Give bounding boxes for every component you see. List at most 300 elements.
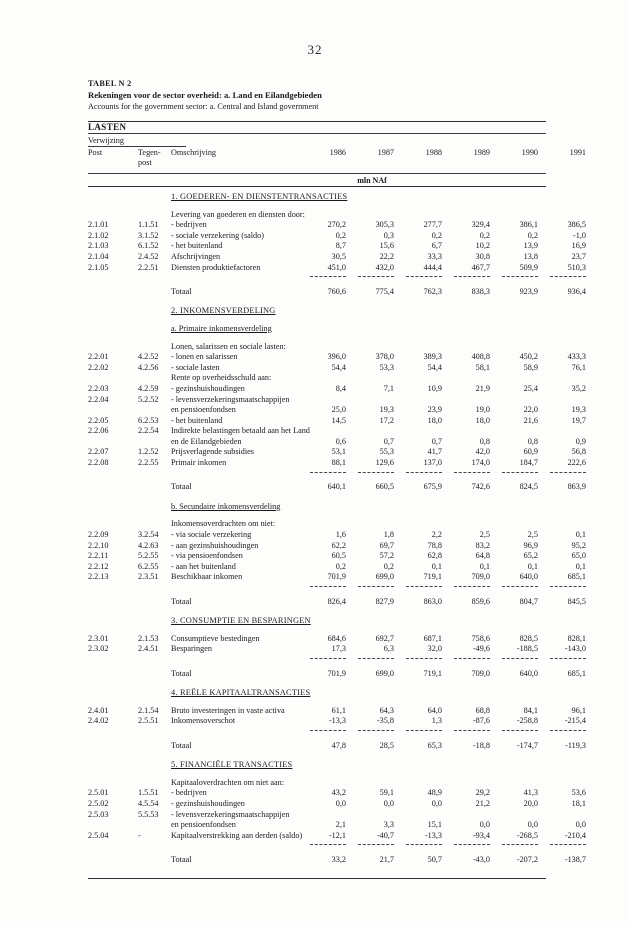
cell-tegenpost: 2.2.55 (138, 458, 159, 468)
separator-dash (354, 844, 394, 855)
separator-pad (88, 472, 306, 483)
cell-gap (442, 799, 450, 810)
cell-gap (346, 447, 354, 458)
cell-gap (538, 831, 546, 842)
cell-gap (490, 760, 498, 771)
cell-value-1986 (306, 519, 346, 530)
cell-gap (490, 395, 498, 406)
cell-gap (442, 252, 450, 263)
cell-value-1987 (354, 760, 394, 771)
cell-value-1986: 14,5 (331, 415, 346, 425)
section-heading (171, 192, 348, 203)
cell-post: 2.2.04 (88, 394, 109, 404)
cell-gap (538, 210, 546, 221)
total-label: Totaal (171, 596, 192, 606)
separator-dash (402, 586, 442, 597)
cell-value-1988 (402, 342, 442, 353)
cell-value-1987: 28,5 (379, 740, 394, 750)
spacer-row (88, 335, 586, 342)
cell-gap (394, 658, 402, 669)
cell-post: 2.1.04 (88, 251, 109, 261)
cell-gap (538, 597, 546, 608)
cell-tegenpost (138, 324, 171, 335)
cell-value-1986: 0,6 (335, 436, 346, 446)
cell-value-1990 (498, 342, 538, 353)
cell-gap (394, 597, 402, 608)
cell-value-1986: 640,1 (327, 482, 346, 492)
cell-gap (538, 541, 546, 552)
cell-gap (490, 352, 498, 363)
cell-description: - het buitenland (171, 241, 223, 251)
cell-value-1988 (402, 395, 442, 406)
cell-post (88, 373, 138, 384)
cell-value-1986: 17,3 (331, 644, 346, 654)
total-label (171, 597, 306, 608)
cell-gap (394, 519, 402, 530)
separator-dash (402, 472, 442, 483)
cell-gap (538, 287, 546, 298)
cell-value-1989: 83,2 (475, 540, 490, 550)
cell-description: - bedrijven (171, 220, 207, 230)
cell-gap (394, 241, 402, 252)
cell-value-1991: 936,4 (567, 286, 586, 296)
cell-gap (394, 760, 402, 771)
cell-description: Diensten produktiefactoren (171, 262, 261, 272)
cell-description: en de Eilandgebieden (171, 436, 242, 446)
cell-value-1990: 22,0 (523, 405, 538, 415)
cell-value-1990 (498, 373, 538, 384)
total-separator-row (88, 844, 586, 855)
column-header-description: Omschrijving (171, 148, 217, 157)
cell-gap (538, 644, 546, 655)
cell-value-1989 (450, 210, 490, 221)
cell-gap (442, 658, 450, 669)
cell-gap (442, 572, 450, 583)
cell-tegenpost (138, 778, 171, 789)
cell-gap (490, 716, 498, 727)
cell-gap (538, 706, 546, 717)
cell-gap (394, 447, 402, 458)
cell-tegenpost (138, 210, 171, 221)
cell-value-1988: 32,0 (427, 644, 442, 654)
cell-gap (490, 778, 498, 789)
cell-value-1989: 709,0 (471, 668, 490, 678)
cell-value-1989: 0,0 (479, 820, 490, 830)
data-row (88, 447, 586, 458)
cell-gap (346, 831, 354, 842)
cell-value-1989: -43,0 (472, 854, 490, 864)
cell-tegenpost: 4.2.52 (138, 352, 159, 362)
cell-value-1989 (450, 192, 490, 203)
cell-post: 2.2.03 (88, 383, 109, 393)
spacer-row (88, 627, 586, 634)
cell-post: 2.4.01 (88, 705, 109, 715)
total-label: Totaal (171, 668, 192, 678)
section-heading-row (88, 688, 586, 699)
cell-post: 2.2.07 (88, 447, 109, 457)
cell-gap (346, 458, 354, 469)
cell-gap (346, 210, 354, 221)
cell-post (88, 741, 138, 752)
cell-value-1990: -188,5 (516, 644, 538, 654)
cell-value-1989: 467,7 (471, 262, 490, 272)
cell-tegenpost (138, 597, 171, 608)
cell-value-1987: 0,3 (383, 230, 394, 240)
cell-gap (394, 231, 402, 242)
cell-description: Prijsverlagende subsidies (171, 447, 254, 457)
cell-gap (346, 810, 354, 821)
cell-gap (490, 741, 498, 752)
cell-value-1990: 21,6 (523, 415, 538, 425)
spacer-row (88, 679, 586, 688)
cell-gap (538, 799, 546, 810)
spacer-row (88, 203, 586, 210)
cell-value-1988: 0,0 (431, 798, 442, 808)
cell-gap (394, 287, 402, 298)
cell-tegenpost: 4.2.59 (138, 383, 159, 393)
cell-value-1990: 96,9 (523, 540, 538, 550)
cell-gap (442, 437, 450, 448)
cell-gap (394, 502, 402, 513)
cell-gap (442, 263, 450, 274)
cell-value-1986 (306, 306, 346, 317)
total-row (88, 855, 586, 866)
cell-tegenpost: 2.1.53 (138, 633, 159, 643)
cell-gap (538, 855, 546, 866)
cell-gap (490, 562, 498, 573)
cell-post: 2.4.02 (88, 716, 109, 726)
cell-gap (490, 416, 498, 427)
cell-tegenpost (138, 688, 171, 699)
cell-value-1991: 0,1 (575, 530, 586, 540)
data-row (88, 562, 586, 573)
cell-post (88, 342, 138, 353)
cell-gap (346, 416, 354, 427)
cell-gap (346, 530, 354, 541)
cell-value-1987: -35,8 (376, 716, 394, 726)
cell-description: Consumptieve bestedingen (171, 633, 260, 643)
cell-value-1989 (450, 810, 490, 821)
cell-gap (538, 482, 546, 493)
cell-description: Beschikbaar inkomen (171, 572, 243, 582)
section-intro: Kapitaaloverdrachten om niet aan: (171, 777, 284, 787)
cell-post: 2.2.08 (88, 458, 109, 468)
cell-value-1988: 687,1 (423, 633, 442, 643)
cell-gap (538, 551, 546, 562)
cell-value-1988: 389,3 (423, 352, 442, 362)
cell-gap (490, 530, 498, 541)
cell-gap (442, 352, 450, 363)
cell-value-1990 (498, 192, 538, 203)
cell-value-1990: 386,1 (519, 220, 538, 230)
cell-gap (346, 788, 354, 799)
cell-gap (394, 252, 402, 263)
cell-gap (346, 820, 354, 831)
cell-gap (442, 730, 450, 741)
cell-value-1991: 0,0 (575, 820, 586, 830)
cell-gap (346, 405, 354, 416)
cell-value-1986: 53,1 (331, 447, 346, 457)
cell-gap (394, 458, 402, 469)
data-row (88, 458, 586, 469)
separator-dash (546, 276, 586, 287)
cell-gap (490, 810, 498, 821)
cell-gap (490, 482, 498, 493)
cell-value-1990: 60,9 (523, 447, 538, 457)
total-label: Totaal (171, 482, 192, 492)
data-row (88, 530, 586, 541)
cell-gap (490, 616, 498, 627)
cell-value-1991 (546, 373, 586, 384)
cell-tegenpost (138, 287, 171, 298)
cell-post (88, 597, 138, 608)
cell-value-1988 (402, 688, 442, 699)
cell-description: Primair inkomen (171, 458, 227, 468)
cell-post (88, 688, 138, 699)
cell-value-1991 (546, 210, 586, 221)
cell-value-1991: 96,1 (571, 705, 586, 715)
cell-value-1989: 758,6 (471, 633, 490, 643)
cell-gap (346, 716, 354, 727)
section-intro: Inkomensoverdrachten om niet: (171, 519, 276, 529)
cell-value-1988 (402, 502, 442, 513)
cell-gap (490, 241, 498, 252)
cell-tegenpost (138, 192, 171, 203)
section-intro: Levering van goederen en diensten door: (171, 209, 305, 219)
cell-value-1989 (450, 324, 490, 335)
cell-tegenpost: 6.1.52 (138, 241, 159, 251)
separator-dash (498, 730, 538, 741)
separator-dash (306, 658, 346, 669)
cell-description: - aan het buitenland (171, 561, 236, 571)
cell-gap (442, 820, 450, 831)
cell-value-1991: 76,1 (571, 362, 586, 372)
cell-value-1989: 838,3 (471, 286, 490, 296)
cell-value-1986: 0,0 (335, 798, 346, 808)
cell-gap (490, 541, 498, 552)
separator-dash (354, 586, 394, 597)
cell-value-1991 (546, 810, 586, 821)
separator-pad (88, 844, 306, 855)
total-row (88, 669, 586, 680)
cell-value-1988: 2,2 (431, 530, 442, 540)
data-row (88, 263, 586, 274)
cell-value-1991: -138,7 (564, 854, 586, 864)
data-row (88, 634, 586, 645)
cell-post (88, 210, 138, 221)
separator-dash (498, 276, 538, 287)
cell-post: 2.2.01 (88, 352, 109, 362)
reference-group-label: Verwijzing (88, 136, 124, 145)
cell-gap (442, 342, 450, 353)
cell-value-1990: 824,5 (519, 482, 538, 492)
cell-value-1990 (498, 324, 538, 335)
cell-value-1990: -258,8 (516, 716, 538, 726)
cell-value-1991: 0,9 (575, 436, 586, 446)
cell-value-1989: 42,0 (475, 447, 490, 457)
cell-gap (442, 551, 450, 562)
cell-gap (490, 730, 498, 741)
cell-gap (490, 437, 498, 448)
cell-value-1990 (498, 395, 538, 406)
total-separator-row (88, 730, 586, 741)
cell-post: 2.1.03 (88, 241, 109, 251)
cell-value-1988 (402, 778, 442, 789)
total-label (171, 741, 306, 752)
cell-value-1986: 8,7 (335, 241, 346, 251)
cell-gap (346, 324, 354, 335)
section-heading-row (88, 760, 586, 771)
cell-value-1991: 510,3 (567, 262, 586, 272)
cell-value-1988: 54,4 (427, 362, 442, 372)
cell-post: 2.2.05 (88, 415, 109, 425)
cell-value-1987: 64,3 (379, 705, 394, 715)
cell-gap (442, 324, 450, 335)
cell-gap (394, 363, 402, 374)
cell-value-1990: 828,5 (519, 633, 538, 643)
total-separator-row (88, 658, 586, 669)
cell-gap (346, 519, 354, 530)
cell-value-1990: 640,0 (519, 572, 538, 582)
cell-post: 2.1.01 (88, 220, 109, 230)
data-row (88, 551, 586, 562)
cell-value-1986 (306, 688, 346, 699)
cell-value-1986: 8,4 (335, 383, 346, 393)
data-row (88, 373, 586, 384)
data-row (88, 363, 586, 374)
cell-gap (442, 458, 450, 469)
cell-gap (346, 502, 354, 513)
section-intro-row (88, 519, 586, 530)
cell-description: Afschrijvingen (171, 251, 221, 261)
cell-value-1991: 16,9 (571, 241, 586, 251)
cell-gap (394, 276, 402, 287)
cell-gap (346, 231, 354, 242)
cell-gap (346, 799, 354, 810)
cell-gap (394, 551, 402, 562)
cell-gap (442, 384, 450, 395)
separator-dash (354, 730, 394, 741)
section-heading (171, 306, 306, 317)
data-row (88, 252, 586, 263)
cell-gap (490, 373, 498, 384)
cell-description: - sociale verzekering (saldo) (171, 230, 264, 240)
cell-value-1989: 174,0 (471, 458, 490, 468)
cell-value-1986: 270,2 (327, 220, 346, 230)
cell-value-1991: 35,2 (571, 383, 586, 393)
cell-gap (538, 716, 546, 727)
cell-value-1990: 923,9 (519, 286, 538, 296)
cell-gap (442, 741, 450, 752)
cell-post: 2.2.02 (88, 362, 109, 372)
total-row (88, 287, 586, 298)
cell-gap (538, 741, 546, 752)
cell-value-1989 (450, 395, 490, 406)
cell-value-1990: 450,2 (519, 352, 538, 362)
separator-dash (402, 276, 442, 287)
cell-gap (538, 352, 546, 363)
cell-value-1987: 22,2 (379, 251, 394, 261)
cell-post: 2.2.13 (88, 572, 109, 582)
data-row (88, 788, 586, 799)
cell-gap (394, 844, 402, 855)
separator-dash (306, 844, 346, 855)
cell-tegenpost (138, 373, 171, 384)
cell-gap (490, 263, 498, 274)
cell-value-1987: 69,7 (379, 540, 394, 550)
cell-tegenpost: - (138, 830, 141, 840)
cell-gap (538, 276, 546, 287)
cell-value-1987: 660,5 (375, 482, 394, 492)
cell-value-1987 (354, 306, 394, 317)
cell-value-1988: 18,0 (427, 415, 442, 425)
cell-gap (394, 616, 402, 627)
cell-gap (346, 306, 354, 317)
cell-gap (394, 716, 402, 727)
cell-gap (442, 716, 450, 727)
cell-description: - bedrijven (171, 788, 207, 798)
section-heading (171, 688, 311, 699)
data-row (88, 220, 586, 231)
cell-value-1987 (354, 210, 394, 221)
cell-gap (442, 502, 450, 513)
cell-tegenpost: 2.2.54 (138, 426, 159, 436)
cell-value-1989: 30,8 (475, 251, 490, 261)
cell-value-1988: 0,1 (431, 561, 442, 571)
section-heading: 4. REËLE KAPITAALTRANSACTIES (171, 688, 311, 698)
cell-post: 2.2.10 (88, 540, 109, 550)
cell-value-1987 (354, 342, 394, 353)
separator-dash (306, 276, 346, 287)
cell-value-1989 (450, 688, 490, 699)
cell-value-1987: 0,7 (383, 436, 394, 446)
cell-value-1989: 709,0 (471, 572, 490, 582)
cell-gap (490, 706, 498, 717)
cell-gap (490, 287, 498, 298)
cell-gap (346, 426, 354, 437)
cell-value-1990: 804,7 (519, 596, 538, 606)
cell-value-1990: 25,4 (523, 383, 538, 393)
cell-value-1987 (354, 519, 394, 530)
cell-value-1991 (546, 192, 586, 203)
cell-gap (394, 384, 402, 395)
cell-gap (490, 519, 498, 530)
cell-gap (394, 530, 402, 541)
separator-pad (88, 586, 306, 597)
cell-gap (394, 352, 402, 363)
cell-value-1986: 701,9 (327, 572, 346, 582)
section-subheading (171, 502, 306, 513)
cell-gap (394, 788, 402, 799)
cell-tegenpost: 4.2.63 (138, 540, 159, 550)
cell-post: 2.3.02 (88, 644, 109, 654)
cell-description: - aan gezinshuishoudingen (171, 540, 259, 550)
cell-gap (346, 551, 354, 562)
cell-value-1988: 444,4 (423, 262, 442, 272)
cell-gap (442, 562, 450, 573)
cell-gap (490, 276, 498, 287)
data-row (88, 437, 586, 448)
cell-value-1990: 84,1 (523, 705, 538, 715)
cell-gap (442, 220, 450, 231)
cell-gap (442, 810, 450, 821)
cell-gap (538, 363, 546, 374)
cell-tegenpost: 1.1.51 (138, 220, 159, 230)
cell-value-1988: 48,9 (427, 788, 442, 798)
cell-gap (346, 562, 354, 573)
separator-dash (402, 730, 442, 741)
cell-value-1987: 59,1 (379, 788, 394, 798)
